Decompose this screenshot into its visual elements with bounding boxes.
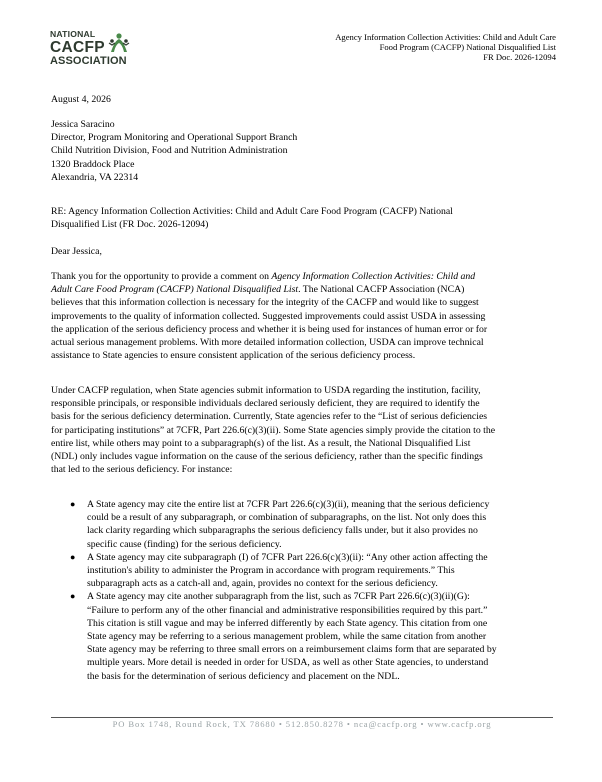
recipient-address xyxy=(51,118,553,184)
paragraph-intro xyxy=(51,270,553,362)
recipient-division: Child Nutrition Division, Food and Nutrition Administration xyxy=(51,145,288,157)
paragraph-line: Under CACFP regulation, when State agencies submit information to USDA regarding the institution, facility, xyxy=(51,385,481,396)
bullet-list xyxy=(51,498,561,683)
header-line: Agency Information Collection Activities: Child and Adult Care xyxy=(335,32,556,42)
logo-line-association: ASSOCIATION xyxy=(50,55,127,68)
letter-date: August 4, 2026 xyxy=(51,94,111,105)
list-item-line: could be a result of any subparagraph, or combination of subparagraphs, on the list. Not only does this xyxy=(87,512,487,524)
subject-line-2: Disqualified List (FR Doc. 2026-12094) xyxy=(51,219,209,231)
paragraph-line xyxy=(51,283,553,296)
paragraph-line: entire list, while others may point to a subparagraph(s) of the list. As a result, the National Disqualified List xyxy=(51,437,471,449)
list-item-line: State agency may be referring to three small errors on a reimbursement claims form that are separated by xyxy=(87,644,497,656)
paragraph-line: the application of the serious deficiency process and whether it is being used for instances of human error or for xyxy=(51,323,488,335)
salutation: Dear Jessica, xyxy=(51,246,102,257)
list-item-line: A State agency may cite the entire list at 7CFR Part 226.6(c)(3)(ii), meaning that the serious deficiency xyxy=(87,499,490,510)
subject-line-1: RE: Agency Information Collection Activities: Child and Adult Care Food Program (CACFP) National xyxy=(51,206,453,217)
logo-line-national: NATIONAL xyxy=(50,29,96,39)
list-item-line: institution's ability to administer the Program in accordance with program requirements.” This xyxy=(87,565,455,577)
recipient-name: Jessica Saracino xyxy=(51,119,115,130)
intro-text-continued: . The National CACFP Association (NCA) xyxy=(298,284,465,296)
paragraph-line: responsible principals, or responsible individuals declared seriously deficient, they are required to identify the xyxy=(51,398,480,410)
document-reference-header xyxy=(256,32,556,62)
paragraph-line: for participating institutions” at 7CFR, Part 226.6(c)(3)(ii). Some State agencies simply provide the citation to the xyxy=(51,424,496,436)
paragraph-line: that led to the serious deficiency. For instance: xyxy=(51,464,233,476)
list-item-line: multiple years. More detail is needed in order for USDA, as well as other State agencies, to understand xyxy=(87,657,489,669)
list-item-line: A State agency may cite another subparagraph from the list, such as 7CFR Part 226.6(c)(3)(ii)(G): xyxy=(87,591,470,603)
list-item-line: the basis for the determination of serious deficiency and placement on the NDL. xyxy=(87,670,400,682)
paragraph-line: (NDL) only includes vague information on the cause of the serious deficiency, rather than the specific findings xyxy=(51,451,483,463)
document-title-italic: Agency Information Collection Activities: Child and xyxy=(271,271,476,282)
bullet-icon: ● xyxy=(70,499,76,509)
document-title-italic: Adult Care Food Program (CACFP) National Disqualified List xyxy=(51,284,299,296)
recipient-street: 1320 Braddock Place xyxy=(51,158,135,170)
family-figures-icon xyxy=(107,32,131,56)
paragraph-line: actual serious management problems. With more detailed information collection, USDA can improve technical xyxy=(51,337,484,349)
list-item-line: State agency may be referring to a serious management problem, while the same citation from another xyxy=(87,631,487,643)
list-item-line: lack clarity regarding which subparagraphs the serious deficiency falls under, but it also provides no xyxy=(87,525,478,537)
recipient-title: Director, Program Monitoring and Operational Support Branch xyxy=(51,132,298,144)
list-item-line: This citation is still vague and may be inferred differently by each State agency. This citation from one xyxy=(87,617,488,629)
paragraph-line: basis for the serious deficiency determination. Currently, State agencies refer to the “List of serious deficiencies xyxy=(51,411,488,423)
bullet-icon: ● xyxy=(70,591,76,602)
footer-contact: PO Box 1748, Round Rock, TX 78680 • 512.850.8278 • nca@cacfp.org • www.cacfp.org xyxy=(112,719,492,729)
list-item-line: A State agency may cite subparagraph (I) of 7CFR Part 226.6(c)(3)(ii): “Any other action affecting the xyxy=(87,551,488,563)
nca-logo xyxy=(50,30,134,72)
header-line: Food Program (CACFP) National Disqualified List xyxy=(379,42,556,52)
bullet-icon: ● xyxy=(70,551,76,562)
paragraph-line: assistance to State agencies to ensure consistent application of the serious deficiency process. xyxy=(51,350,416,362)
list-item-line: subparagraph acts as a catch-all and, again, provides no context for the serious deficiency. xyxy=(87,578,438,590)
list-item xyxy=(51,590,561,682)
paragraph-line: improvements to the quality of information collected. Suggested improvements could assist USDA in assessing xyxy=(51,310,486,322)
footer-divider xyxy=(51,717,553,718)
subject-line xyxy=(51,205,553,231)
paragraph-regulation xyxy=(51,384,553,476)
recipient-city: Alexandria, VA 22314 xyxy=(51,171,139,183)
list-item xyxy=(51,498,561,551)
intro-text: Thank you for the opportunity to provide a comment on xyxy=(51,271,272,282)
list-item-line: “Failure to perform any of the other financial and administrative responsibilities required by this part.” xyxy=(87,604,488,616)
paragraph-line: believes that this information collection is necessary for the integrity of the CACFP and would like to suggest xyxy=(51,297,479,309)
list-item xyxy=(51,551,561,591)
logo-line-cacfp: CACFP xyxy=(50,38,105,56)
list-item-line: specific cause (finding) for the serious deficiency. xyxy=(87,538,282,550)
paragraph-line xyxy=(51,270,553,283)
header-line: FR Doc. 2026-12094 xyxy=(483,52,556,62)
